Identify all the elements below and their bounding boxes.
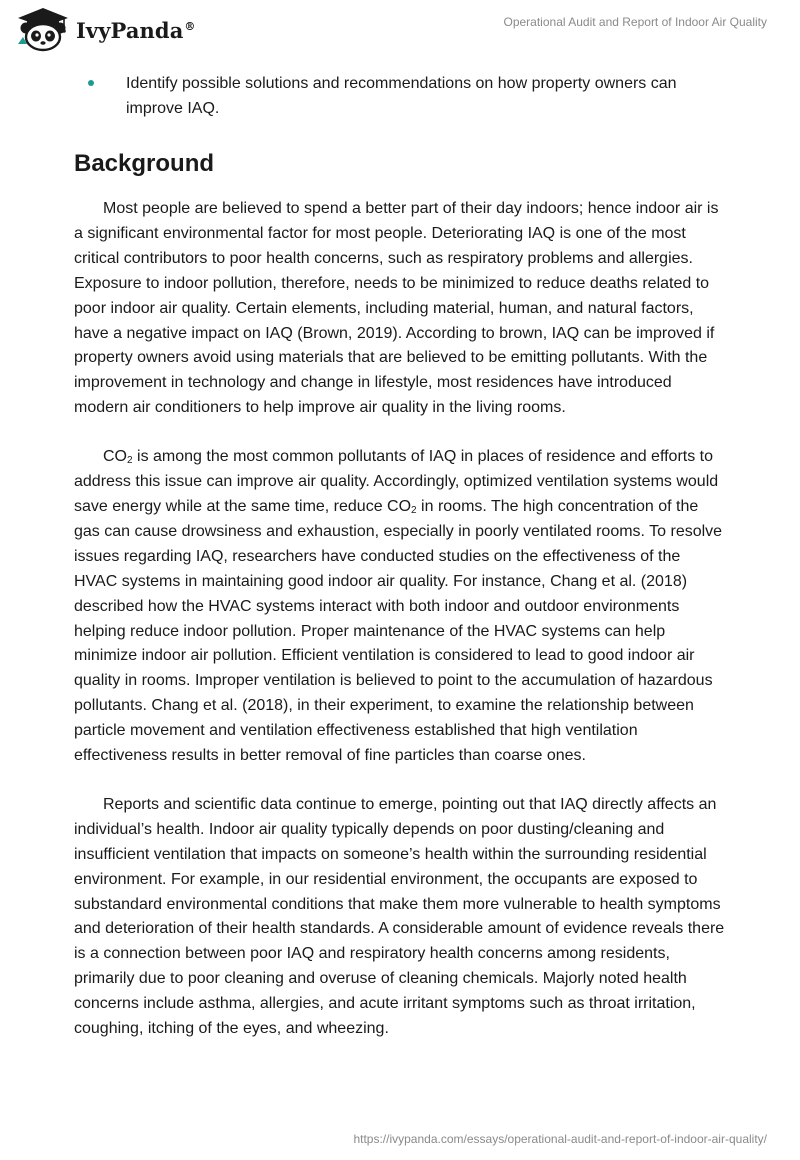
source-url[interactable]: https://ivypanda.com/essays/operational-audit-and-report-of-indoor-air-quality/ <box>353 1132 767 1146</box>
brand-name: IvyPanda® <box>76 17 196 43</box>
essay-body <box>74 71 726 1066</box>
section-heading: Background <box>74 150 215 177</box>
page-header <box>0 0 800 64</box>
ivypanda-logo[interactable] <box>14 6 196 52</box>
paragraph-3: Reports and scientific data continue to emerge, pointing out that IAQ directly affects an individual’s health. Indoor air quality typically depends on poor dusting/cleaning and insufficient ventilation that impacts on someone’s health within the surrounding residential environment. For example, in our residential environment, the occupants are exposed to substandard environmental conditions that make them more vulnerable to health symptoms and deterioration of their health standards. A considerable amount of evidence reveals there is a connection between poor IAQ and respiratory health concerns among residents, primarily due to poor cleaning and overuse of cleaning chemicals. Majorly noted health concerns include asthma, allergies, and acute irritant symptoms such as throat irritation, coughing, itching of the eyes, and wheezing. <box>74 795 725 1038</box>
document-title: Operational Audit and Report of Indoor Air Quality <box>503 15 767 29</box>
list-item <box>74 71 726 121</box>
panda-graduate-icon <box>14 6 72 52</box>
bullet-text: Identify possible solutions and recommendations on how property owners can improve IAQ. <box>126 75 677 117</box>
paragraph-2: $CO_2$ is among the most common pollutants of IAQ in places of residence and efforts to address this issue can improve air quality. Accordingly, optimized ventilation systems would save energy while at the same time, reduce $CO_2$ in rooms. The high concentration of the gas can cause drowsiness and exhaustion, especially in poorly ventilated rooms. To resolve issues regarding IAQ, researchers have conducted studies on the effectiveness of the HVAC systems in maintaining good indoor air quality. For instance, Chang et al. (2018) described how the HVAC systems interact with both indoor and outdoor environments helping reduce indoor pollution. Proper maintenance of the HVAC systems can help minimize indoor air pollution. Efficient ventilation is considered to lead to good indoor air quality in rooms. Improper ventilation is believed to point to the accumulation of hazardous pollutants. Chang et al. (2018), in their experiment, to examine the relationship between particle movement and ventilation effectiveness established that high ventilation effectiveness results in better removal of fine particles than coarse ones. <box>74 448 723 765</box>
bullet-icon <box>88 80 94 86</box>
paragraph-1: Most people are believed to spend a better part of their day indoors; hence indoor air is a significant environmental factor for most people. Deteriorating IAQ is one of the most critical contributors to poor health concerns, such as respiratory problems and allergies. Exposure to indoor pollution, therefore, needs to be minimized to reduce deaths related to poor indoor air quality. Certain elements, including material, human, and natural factors, have a negative impact on IAQ (Brown, 2019). According to brown, IAQ can be improved if property owners avoid using materials that are believed to be emitting pollutants. With the improvement in technology and change in lifestyle, most residences have introduced modern air conditioners to help improve air quality in the living rooms. <box>74 200 719 417</box>
